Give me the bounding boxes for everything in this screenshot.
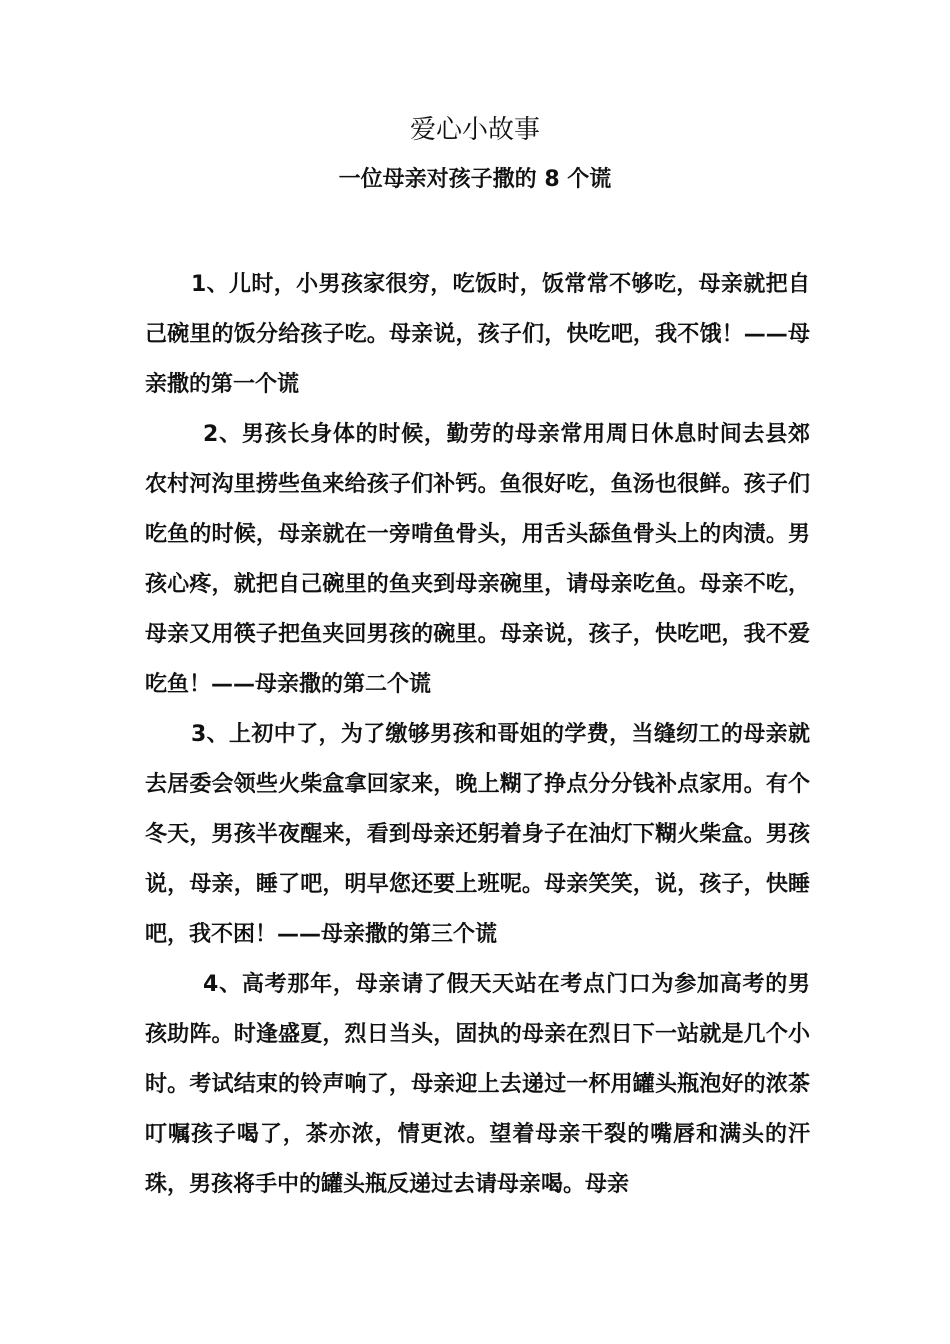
story-body xyxy=(145,260,810,1210)
story-paragraph-1: 1、儿时，小男孩家很穷，吃饭时，饭常常不够吃，母亲就把自己碗里的饭分给孩子吃。母亲说，孩子们，快吃吧，我不饿！——母亲撒的第一个谎 xyxy=(145,272,810,397)
document-subtitle: 一位母亲对孩子撒的 8 个谎 xyxy=(338,167,612,192)
story-paragraph-2: 2、男孩长身体的时候，勤劳的母亲常用周日休息时间去县郊农村河沟里捞些鱼来给孩子们补钙。鱼很好吃，鱼汤也很鲜。孩子们吃鱼的时候，母亲就在一旁啃鱼骨头，用舌头舔鱼骨头上的肉渍。男孩心疼，就把自己碗里的鱼夹到母亲碗里，请母亲吃鱼。母亲不吃，母亲又用筷子把鱼夹回男孩的碗里。母亲说，孩子，快吃吧，我不爱吃鱼！——母亲撒的第二个谎 xyxy=(145,422,810,697)
story-paragraph-3: 3、上初中了，为了缴够男孩和哥姐的学费，当缝纫工的母亲就去居委会领些火柴盒拿回家来，晚上糊了挣点分分钱补点家用。有个冬天，男孩半夜醒来，看到母亲还躬着身子在油灯下糊火柴盒。男孩说，母亲，睡了吧，明早您还要上班呢。母亲笑笑，说，孩子，快睡吧，我不困！——母亲撒的第三个谎 xyxy=(145,722,810,947)
document-title: 爱心小故事 xyxy=(409,115,540,145)
story-paragraph-4: 4、高考那年，母亲请了假天天站在考点门口为参加高考的男孩助阵。时逢盛夏，烈日当头，固执的母亲在烈日下一站就是几个小时。考试结束的铃声响了，母亲迎上去递过一杯用罐头瓶泡好的浓茶叮嘱孩子喝了，茶亦浓，情更浓。望着母亲干裂的嘴唇和满头的汗珠，男孩将手中的罐头瓶反递过去请母亲喝。母亲 xyxy=(145,972,810,1197)
